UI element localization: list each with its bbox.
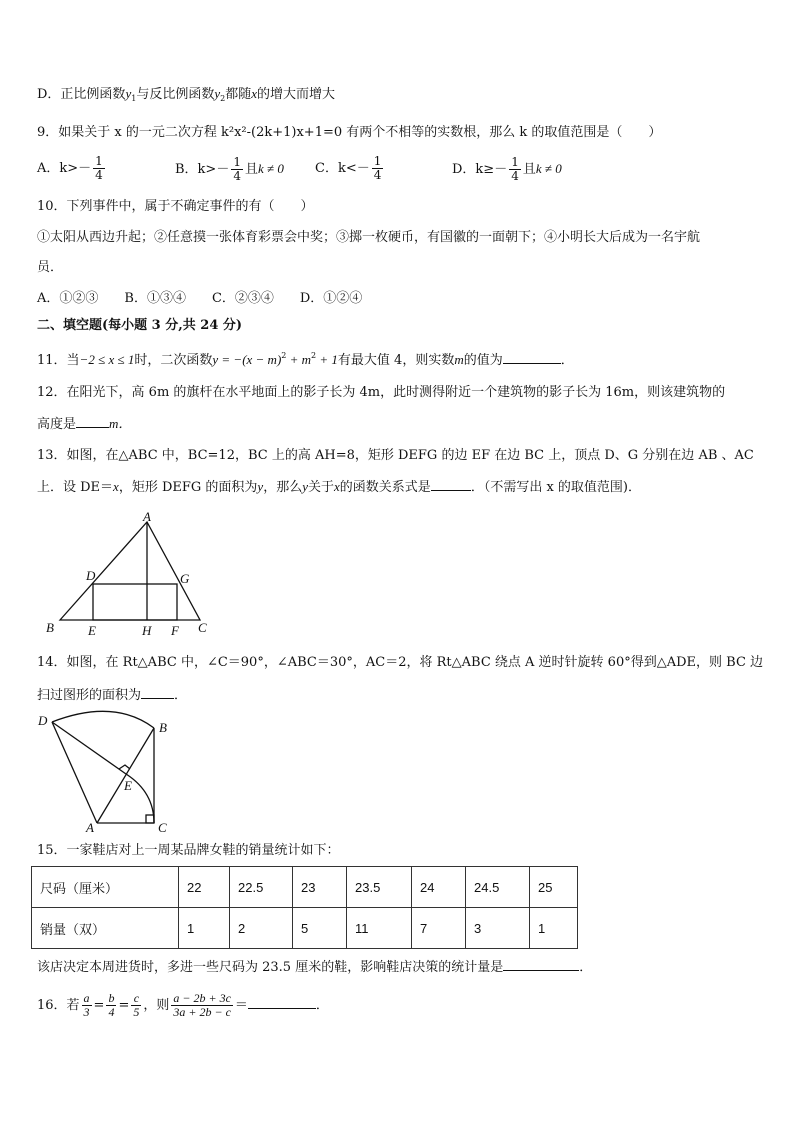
answer-blank[interactable] — [503, 351, 561, 364]
figure-triangle-rectangle — [40, 508, 220, 640]
fraction-one-quarter — [372, 155, 384, 182]
var-y2: y — [214, 86, 221, 101]
table-cell: 5 — [293, 908, 347, 949]
right-angle-c — [146, 815, 154, 823]
frac-num: 1 — [373, 154, 382, 168]
q16-mid: ，则 — [143, 998, 170, 1013]
q12-line1: 12．在阳光下，高 6m 的旗杆在水平地面上的影子长为 4m，此时测得附近一个建筑物的影子长为 16m，则该建筑物的 — [37, 385, 726, 400]
label-d: D — [86, 568, 96, 583]
section-heading: 二、填空题(每小题 3 分,共 24 分) — [37, 318, 243, 333]
table-row — [32, 867, 578, 908]
frac-den: 4 — [233, 169, 241, 183]
q10-stem: 10．下列事件中，属于不确定事件的有（ ） — [37, 199, 314, 214]
q13-line1: 13．如图，在△ABC 中，BC=12，BC 上的高 AH=8，矩形 DEFG 的边 EF 在边 BC 上，顶点 D、G 分别在边 AB 、AC — [37, 448, 754, 463]
size-sales-table — [31, 866, 578, 949]
table-cell: 3 — [466, 908, 530, 949]
var-x: x — [251, 86, 257, 101]
right-angle-e — [119, 765, 130, 769]
table-cell: 25 — [530, 867, 578, 908]
q11-end: ． — [560, 353, 574, 368]
sub-1: 1 — [131, 94, 137, 103]
frac-num: 1 — [511, 155, 519, 169]
q14-line1: 14．如图，在 Rt△ABC 中，∠C＝90°，∠ABC＝30°，AC＝2，将 Rt△ABC 绕点 A 逆时针旋转 60°得到△ADE，则 BC 边 — [37, 655, 764, 670]
table-cell: 7 — [412, 908, 466, 949]
q15-after-text: 该店决定本周进货时，多进一些尺码为 23.5 厘米的鞋，影响鞋店决策的统计量是 — [37, 960, 504, 975]
label-b: B — [46, 620, 54, 635]
q11-tail: 有最大值 4，则实数 — [337, 353, 455, 368]
label-h: H — [142, 623, 152, 638]
q9-stem: 9．如果关于 x 的一元二次方程 k²x²-(2k+1)x+1=0 有两个不相等的实数根，那么 k 的取值范围是（ ） — [37, 125, 662, 140]
q13-mid2: ，那么 — [263, 480, 303, 495]
table-cell: 23 — [293, 867, 347, 908]
answer-blank[interactable] — [503, 958, 579, 971]
q9-option-a — [37, 152, 107, 186]
fraction-one-quarter — [93, 155, 105, 182]
frac-num: 1 — [95, 154, 103, 168]
q11-tail2: 的值为 — [463, 353, 503, 368]
frac-num: a − 2b + 3c — [173, 991, 231, 1005]
answer-blank[interactable] — [431, 478, 471, 491]
q11-pre: 11．当 — [37, 353, 80, 368]
q9-b-k: k ≠ 0 — [257, 161, 284, 176]
sub-2: 2 — [220, 94, 226, 103]
q13-mid3: 关于 — [308, 480, 335, 495]
frac-num: 1 — [233, 155, 241, 169]
q8-text: D．正比例函数 — [37, 87, 126, 102]
q11 — [37, 347, 574, 370]
q9-d-and: 且 — [522, 162, 536, 177]
table-cell: 22.5 — [230, 867, 293, 908]
arc-db — [52, 711, 154, 728]
q9-b-and: 且 — [244, 162, 258, 177]
table-cell: 22 — [179, 867, 230, 908]
q8-tail: 的增大而增大 — [257, 87, 336, 102]
answer-blank[interactable] — [76, 415, 109, 428]
q8-mid2: 都随 — [225, 87, 252, 102]
q9-option-b — [175, 152, 284, 187]
q11-sq: 2 — [281, 351, 287, 360]
label-a: A — [86, 820, 94, 835]
frac-num: a — [83, 991, 90, 1005]
label-e: E — [88, 623, 96, 638]
q16-eq: ＝ — [234, 998, 248, 1013]
q14-line2 — [37, 686, 187, 705]
q14-pre: 扫过图形的面积为 — [37, 688, 142, 703]
label-g: G — [180, 571, 190, 586]
table-cell: 2 — [230, 908, 293, 949]
label-c: C — [158, 820, 167, 835]
q9-c-text: C．k<－ — [315, 161, 370, 176]
table-cell: 24.5 — [466, 867, 530, 908]
q13-mid: ，矩形 DEFG 的面积为 — [118, 480, 258, 495]
q8-option-d — [37, 85, 335, 108]
answer-blank[interactable] — [141, 686, 174, 699]
q10-options: A．①②③ B．①③④ C．②③④ D．①②④ — [37, 291, 363, 306]
q11-m: m — [454, 352, 464, 367]
q11-cond: −2 ≤ x ≤ 1 — [79, 352, 135, 367]
row-header: 销量（双） — [32, 908, 179, 949]
fraction-one-quarter — [231, 156, 243, 183]
answer-blank[interactable] — [248, 996, 316, 1009]
q12-unit: m． — [109, 416, 132, 431]
q13-line2 — [37, 478, 641, 497]
q12-line2 — [37, 415, 131, 434]
q8-mid: 与反比例函数 — [136, 87, 215, 102]
fraction-c-5 — [131, 992, 141, 1019]
q11-mid: 时，二次函数 — [134, 353, 213, 368]
frac-den: 3a + 2b − c — [173, 1005, 231, 1019]
figure-rotation — [34, 710, 184, 836]
row-header: 尺码（厘米） — [32, 867, 179, 908]
var-y1: y — [125, 86, 132, 101]
q16-pre: 16．若 — [37, 998, 80, 1013]
q15-after — [37, 958, 592, 977]
q9-option-d — [452, 152, 562, 187]
q14-end: ． — [174, 688, 188, 703]
q13-tail: ．（不需写出 x 的取值范围)． — [470, 480, 641, 495]
label-b: B — [159, 720, 167, 735]
fraction-a-3 — [82, 992, 92, 1019]
frac-den: 4 — [373, 168, 382, 182]
q9-d-text: D．k≥－ — [452, 162, 508, 177]
rectangle-defg — [93, 584, 177, 620]
table-cell: 11 — [347, 908, 412, 949]
q15-stem: 15．一家鞋店对上一周某品牌女鞋的销量统计如下： — [37, 843, 340, 858]
q11-sq2: 2 — [311, 351, 317, 360]
label-e: E — [124, 778, 132, 793]
table-cell: 23.5 — [347, 867, 412, 908]
table-cell: 1 — [179, 908, 230, 949]
frac-num: b — [108, 991, 115, 1005]
q15-end: ． — [579, 960, 593, 975]
table-cell: 1 — [530, 908, 578, 949]
q9-option-c — [315, 152, 385, 186]
frac-den: 4 — [108, 1005, 115, 1019]
var-x: x — [334, 479, 340, 494]
label-d: D — [38, 713, 48, 728]
frac-den: 4 — [511, 169, 519, 183]
label-a: A — [143, 509, 151, 524]
q9-a-text: A．k>－ — [37, 161, 92, 176]
q9-d-k: k ≠ 0 — [535, 161, 562, 176]
frac-den: 3 — [83, 1005, 90, 1019]
var-y: y — [302, 479, 308, 494]
table-row — [32, 908, 578, 949]
q11-func2: + m — [286, 352, 312, 367]
fraction-b-4 — [106, 992, 116, 1019]
frac-den: 4 — [95, 168, 103, 182]
fraction-expression — [171, 992, 233, 1019]
frac-num: c — [131, 992, 141, 1006]
table-cell: 24 — [412, 867, 466, 908]
q11-func: y = −(x − m) — [212, 352, 282, 367]
q10-events-cont: 员． — [37, 260, 64, 275]
q16: 16．若 $\frac{a}{3}$ = $\frac{b}{4}$ = $\frac{c}{5}$ ，则 $\frac{a - 2b + 3c}{3a + 2b - c}$ ＝ ． — [37, 991, 329, 1019]
q11-func3: + 1 — [316, 352, 338, 367]
fraction-one-quarter — [509, 156, 521, 183]
q9-b-text: B．k>－ — [175, 162, 230, 177]
q13-mid4: 的函数关系式是 — [339, 480, 431, 495]
var-y: y — [257, 479, 264, 494]
label-c: C — [198, 620, 207, 635]
q13-pre: 上．设 DE＝ — [37, 480, 114, 495]
q16-end: ． — [315, 998, 329, 1013]
var-x: x — [113, 479, 119, 494]
q12-pre: 高度是 — [37, 417, 77, 432]
triangle-abc — [60, 522, 200, 620]
label-f: F — [171, 623, 179, 638]
frac-den: 5 — [133, 1005, 140, 1019]
q10-events: ①太阳从西边升起；②任意摸一张体育彩票会中奖；③掷一枚硬币，有国徽的一面朝下；④小明长大后成为一名宇航 — [37, 230, 701, 245]
segment-ab — [97, 728, 154, 823]
